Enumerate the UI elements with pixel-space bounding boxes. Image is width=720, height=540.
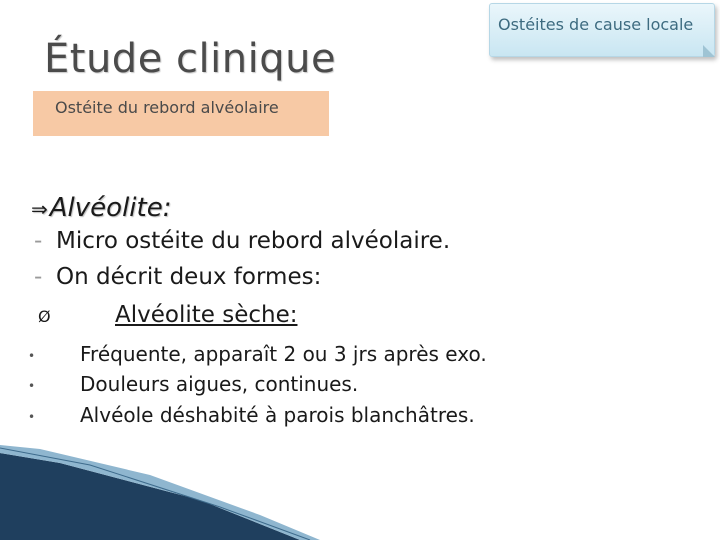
section-heading-text: Alvéolite: <box>49 193 172 223</box>
decorative-swoosh <box>0 445 720 540</box>
section-tag <box>489 3 715 57</box>
subtitle-text: Ostéite du rebord alvéolaire <box>55 98 279 117</box>
slide-title: Étude clinique <box>44 36 337 82</box>
list-item-text: On décrit deux formes: <box>56 264 322 290</box>
subheading-text: Alvéolite sèche: <box>115 302 298 328</box>
subtitle-box <box>33 91 329 136</box>
swoosh-dark-shape <box>0 453 300 540</box>
bullet-dot-icon: • <box>28 378 36 393</box>
list-item <box>34 228 450 254</box>
list-item-text: Micro ostéite du rebord alvéolaire. <box>56 228 451 254</box>
bullet-text: Fréquente, apparaît 2 ou 3 jrs après exo. <box>80 342 487 366</box>
list-item <box>34 264 321 290</box>
section-tag-label: Ostéites de cause locale <box>498 15 694 34</box>
bullet-text: Alvéole déshabité à parois blanchâtres. <box>80 403 475 427</box>
bullet-dot-icon: • <box>28 348 36 363</box>
bullet-item <box>28 342 487 366</box>
bullet-item <box>28 403 475 427</box>
tag-fold-corner <box>703 45 715 57</box>
bullet-text: Douleurs aigues, continues. <box>80 372 359 396</box>
section-heading <box>31 193 171 223</box>
subheading-item <box>38 302 297 328</box>
bullet-item <box>28 372 358 396</box>
dash-marker: - <box>34 264 43 290</box>
dash-marker: - <box>34 228 43 254</box>
implies-arrow-icon: ⇒ <box>31 197 48 221</box>
arrowhead-bullet-icon: Ø <box>38 307 51 326</box>
bullet-dot-icon: • <box>28 409 36 424</box>
